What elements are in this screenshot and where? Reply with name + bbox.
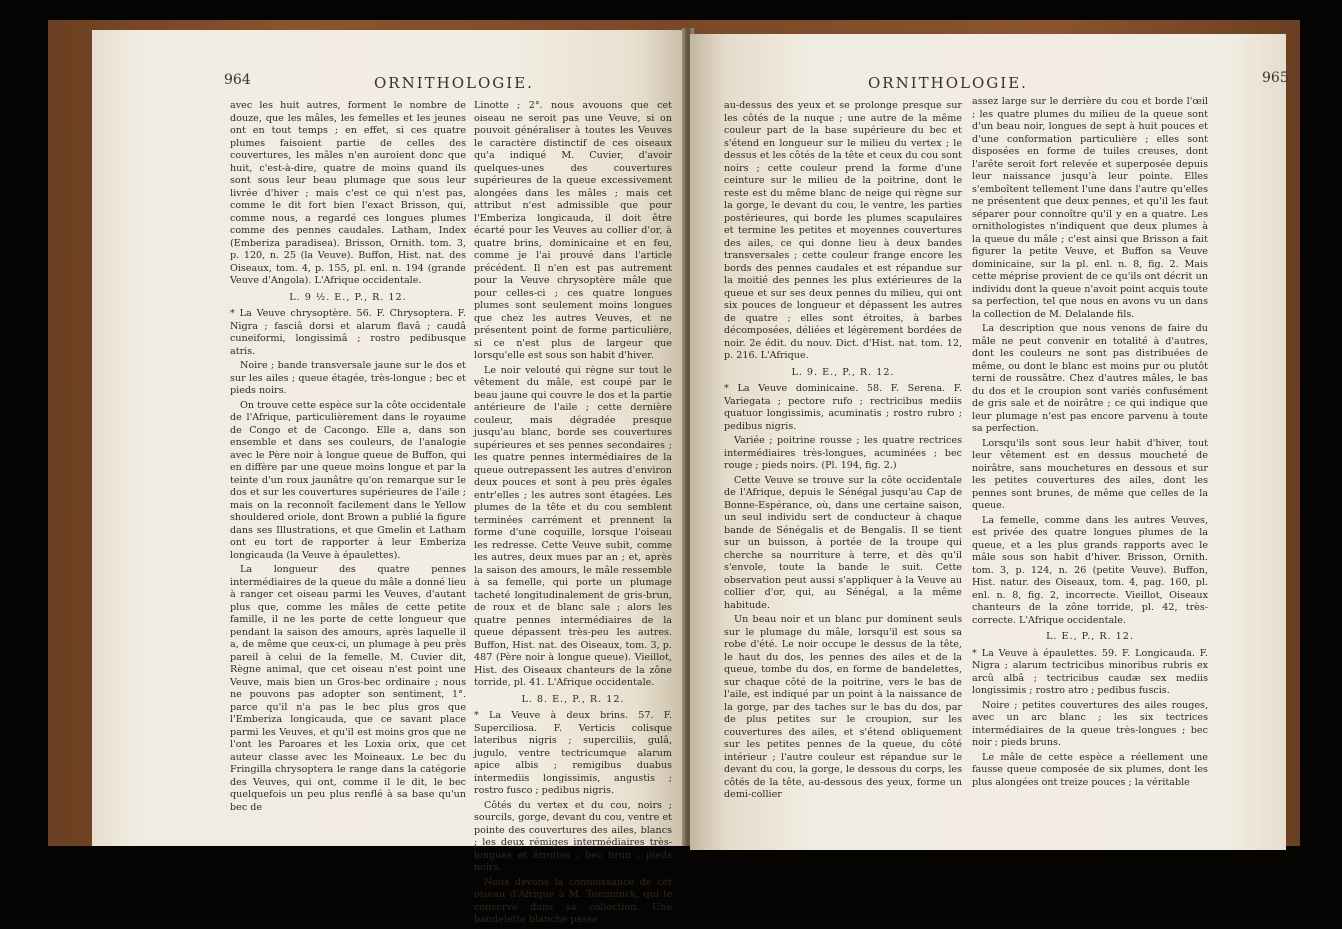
paragraph: Côtés du vertex et du cou, noirs ; sourcils, gorge, devant du cou, ventre et pointe des couvertures des ailes, blancs ; les deux rémiges intermédiaires très-longues et étroites ; bec brun ; pieds noirs. [474, 799, 672, 873]
paragraph: Cette Veuve se trouve sur la côte occidentale de l'Afrique, depuis le Sénégal jusqu'au Cap de Bonne-Espérance, où, dans une certaine saison, un seul individu sert de conducteur à chaque bande de Sénégalis et de Bengalis. Il se tient sur un buisson, à portée de la troupe qui cherche sa nourriture à terre, et dès qu'il s'envole, toute la bande le suit. Cette observation peut aussi s'appliquer à la Veuve au collier d'or, qui, au Sénégal, a la même habitude. [724, 474, 962, 611]
paragraph: Linotte ; 2°. nous avouons que cet oiseau ne seroit pas une Veuve, si on pouvoit généraliser à toutes les Veuves le caractère distinctif de ces oiseaux qu'a indiqué M. Cuvier, d'avoir quelques-unes des couvertures supérieures de la queue excessivement alongées dans les mâles ; mais cet attribut n'est admissible que pour l'Emberiza longicauda, il doit être écarté pour les Veuves au collier d'or, à quatre brins, dominicaine et en feu, comme je l'ai prouvé dans l'article précédent. Il n'en est pas autrement pour la Veuve chrysoptère mâle que pour celles-ci ; ces quatre longues plumes sont seulement moins longues que chez les autres Veuves, et ne présentent point de forme particulière, si ce n'est plus de largeur que lorsqu'elle est sous son habit d'hiver. [474, 100, 672, 361]
left-page-number: 964 [224, 72, 251, 88]
paragraph: Nous devons la connoissance de cet oiseau d'Afrique à M. Temminck, qui le conserve dans sa collection. Une bandelette blanche passe [474, 876, 672, 925]
paragraph: au-dessus des yeux et se prolonge presque sur les côtés de la nuque ; une autre de la même couleur part de la base supérieure du bec et s'étend en longueur sur le milieu du vertex ; le dessus et les côtés de la tête et ceux du cou sont noirs ; cette couleur prend la forme d'une ceinture sur le milieu de la poitrine, dont le reste est du même blanc de neige qui règne sur la gorge, le devant du cou, le ventre, les parties postérieures, qui borde les plumes scapulaires et termine les petites et moyennes couvertures des ailes, ce qui donne lieu à deux bandes transversales ; cette couleur frange encore les bords des pennes caudales et est répandue sur la moitié des pennes les plus extérieures de la queue et sur ses deux pennes du milieu, qui ont six pouces de longueur et dépassent les autres de quatre ; elles sont étroites, à barbes décomposées, déliées et légèrement bordées de noir. 2e édit. du nouv. Dict. d'Hist. nat. tom. 12, p. 216. L'Afrique. [724, 100, 962, 361]
species-entry-heading: * La Veuve dominicaine. 58. F. Serena. F. Variegata ; pectore rufo ; rectricibus mediis quatuor longissimis, acuminatis ; rostro rubro ; pedibus nigris. [724, 383, 962, 432]
paragraph: Noire ; bande transversale jaune sur le dos et sur les ailes ; queue étagée, très-longue ; bec et pieds noirs. [230, 360, 466, 396]
paragraph: On trouve cette espèce sur la côte occidentale de l'Afrique, particulièrement dans le royaume de Congo et de Cacongo. Elle a, dans son ensemble et dans ses couleurs, de l'analogie avec le Père noir à longue queue de Buffon, qui en diffère par une queue moins longue et par la teinte d'un roux jaunâtre qu'on remarque sur le dos et sur les couvertures supérieures de l'aile ; mais on la reconnoît facilement dans le Yellow shouldered oriole, dont Brown a publié la figure dans ses Illustrations, et que Gmelin et Latham ont eu tort de rapporter à leur Emberiza longicauda (la Veuve à épaulettes). [230, 399, 466, 561]
left-page [92, 30, 684, 925]
right-running-head: ORNITHOLOGIE. [868, 74, 1028, 92]
right-page-number: 965 [1262, 70, 1289, 86]
paragraph: La description que nous venons de faire du mâle ne peut convenir en totalité à d'autres, dont les couleurs ne sont pas distribuées de même, ou dont le blanc est moins pur ou plutôt terni de roussâtre. Chez d'autres mâles, le bas du dos et le croupion sont variés confusément de gris sale et de noirâtre ; ce qui indique que leur plumage n'est pas encore parvenu à toute sa perfection. [972, 323, 1208, 434]
paragraph: Noire ; petites couvertures des ailes rouges, avec un arc blanc ; les six tectrices intermédiaires de la queue très-longues ; bec noir ; pieds bruns. [972, 699, 1208, 748]
right-column-1 [724, 100, 962, 804]
paragraph: Lorsqu'ils sont sous leur habit d'hiver, tout leur vêtement est en dessus moucheté de noirâtre, sans mouchetures en dessous et sur les petites couvertures des ailes, dont les pennes sont brunes, de même que celles de la queue. [972, 437, 1208, 511]
species-entry-heading: * La Veuve chrysoptère. 56. F. Chrysoptera. F. Nigra ; fasciâ dorsi et alarum flavâ ; caudâ cuneiformi, longissimâ ; rostro pedibusque atris. [230, 308, 466, 357]
left-column-1 [230, 100, 466, 816]
paragraph: Un beau noir et un blanc pur dominent seuls sur le plumage du mâle, lorsqu'il est sous sa robe d'été. Le noir occupe le dessus de la tête, le haut du dos, les pennes des ailes et de la queue, tombe du dos, en forme de bandelettes, sur chaque côté de la poitrine, vers le bas de l'aile, est indiqué par un point à la naissance de la gorge, par des taches sur le bas du dos, par de plus petites sur le croupion, sur les couvertures des ailes, et s'étend obliquement sur les petites pennes de la queue, du côté intérieur ; l'autre couleur est répandue sur le devant du cou, la gorge, le dessous du corps, les côtés de la tête, au-dessous des yeux, forme un demi-collier [724, 614, 962, 800]
measurement-line: L. 8. E., P., R. 12. [521, 693, 625, 705]
species-entry-heading: * La Veuve à deux brins. 57. F. Superciliosa. F. Verticis colisque lateribus nigris ; superciliis, gulâ, jugulo, ventre tectricumque alarum apice albis ; remigibus duabus intermediis longissimis, angustis ; rostro fusco ; pedibus nigris. [474, 710, 672, 796]
measurement-line: L. E., P., R. 12. [1046, 631, 1134, 642]
right-column-2 [972, 96, 1208, 791]
paragraph: La longueur des quatre pennes intermédiaires de la queue du mâle a donné lieu à ranger cet oiseau parmi les Veuves, d'autant plus que, comme les mâles de cette petite famille, il ne les porte de cette longueur que pendant la saison des amours, après laquelle il a, de même que ceux-ci, un plumage à peu près pareil à celui de la femelle. M. Cuvier dit, Règne animal, que cet oiseau n'est point une Veuve, mais bien un Gros-bec ordinaire ; nous ne pouvons pas adopter son sentiment, 1°. parce qu'il n'a pas le bec plus gros que l'Emberiza longicauda, que ce savant place parmi les Veuves, et qu'il est moins gros que ne l'ont les Paroares et les Loxia orix, que cet auteur classe avec les Moineaux. Le bec du Fringilla chrysoptera le range dans la catégorie des Veuves, qui ont, comme il le dit, le bec quelquefois un peu plus renflé à sa base qu'un bec de [230, 564, 466, 813]
paragraph: Variée ; poitrine rousse ; les quatre rectrices intermédiaires très-longues, acuminées ; bec rouge ; pieds noirs. (Pl. 194, fig. 2.) [724, 435, 962, 471]
paragraph: Le noir velouté qui règne sur tout le vêtement du mâle, est coupé par le beau jaune qui couvre le dos et la partie antérieure de l'aile ; cette dernière couleur, mais dégradée presque jusqu'au blanc, borde ses couvertures supérieures et ses pennes secondaires ; les quatre pennes intermédiaires de la queue outrepassent les autres d'environ deux pouces et sont à peu près égales entr'elles ; les autres sont étagées. Les plumes de la tête et du cou semblent terminées carrément et prennent la forme d'une coquille, lorsque l'oiseau les redresse. Cette Veuve subit, comme les autres, deux mues par an ; et, après la saison des amours, le mâle ressemble à sa femelle, qui porte un plumage tacheté longitudinalement de gris-brun, de roux et de blanc sale ; alors les quatre pennes intermédiaires de la queue dépassent très-peu les autres. Buffon, Hist. nat. des Oiseaux, tom. 3, p. 487 (Père noir à longue queue). Vieillot, Hist. des Oiseaux chanteurs de la zône torride, pl. 41. L'Afrique occidentale. [474, 364, 672, 688]
measurement-line: L. 9. E., P., R. 12. [791, 366, 895, 378]
measurement-line: L. 9 ½. E., P., R. 12. [289, 291, 407, 303]
paragraph: avec les huit autres, forment le nombre de douze, que les mâles, les femelles et les jeunes ont en tout temps ; en effet, si ces quatre plumes faisoient partie de celles des couvertures, les mâles n'en auroient donc que huit, c'est-à-dire, quatre de moins quand ils sont sous leur beau plumage que sous leur livrée d'hiver ; mais c'est ce qui n'est pas, comme le dit fort bien l'exact Brisson, qui, comme nous, a regardé ces longues plumes comme des pennes caudales. Latham, Index (Emberiza paradisea). Brisson, Ornith. tom. 3, p. 120, n. 25 (la Veuve). Buffon, Hist. nat. des Oiseaux, tom. 4, p. 155, pl. enl. n. 194 (grande Veuve d'Angola). L'Afrique occidentale. [230, 100, 466, 286]
paragraph: Le mâle de cette espèce a réellement une fausse queue composée de six plumes, dont les plus alongées ont treize pouces ; la véritable [972, 751, 1208, 788]
species-entry-heading: * La Veuve à épaulettes. 59. F. Longicauda. F. Nigra ; alarum tectricibus minoribus rubris ex arcû albâ ; tectricibus caudæ sex mediis longissimis ; rostro atro ; pedibus fuscis. [972, 647, 1208, 696]
right-page [690, 34, 1289, 850]
paragraph: La femelle, comme dans les autres Veuves, est privée des quatre longues plumes de la queue, et a les plus grands rapports avec le mâle sous son habit d'hiver. Brisson, Ornith. tom. 3, p. 124, n. 26 (petite Veuve). Buffon, Hist. natur. des Oiseaux, tom. 4, pag. 160, pl. enl. n. 8, fig. 2, incorrecte. Vieillot, Oiseaux chanteurs de la zône torride, pl. 42, très-correcte. L'Afrique occidentale. [972, 514, 1208, 626]
left-column-2 [474, 100, 672, 929]
paragraph: assez large sur le derrière du cou et borde l'œil ; les quatre plumes du milieu de la queue sont d'un beau noir, longues de sept à huit pouces et d'une conformation particulière ; elles sont disposées en forme de tuiles creuses, dont l'arête seroit fort relevée et superposée depuis leur naissance jusqu'à leur pointe. Elles s'emboîtent tellement l'une dans l'autre qu'elles ne présentent que deux pennes, et qu'il les faut séparer pour connoître qu'il y en a quatre. Les ornithologistes n'indiquent que deux plumes à la queue du mâle ; c'est ainsi que Brisson a fait figurer la petite Veuve, et Buffon sa Veuve dominicaine, sur la pl. enl. n. 8, fig. 2. Mais cette méprise provient de ce qu'ils ont décrit un individu dont la queue n'avoit point acquis toute sa perfection, tel que nous en avons vu un dans la collection de M. Delalande fils. [972, 96, 1208, 320]
left-running-head: ORNITHOLOGIE. [374, 74, 534, 92]
